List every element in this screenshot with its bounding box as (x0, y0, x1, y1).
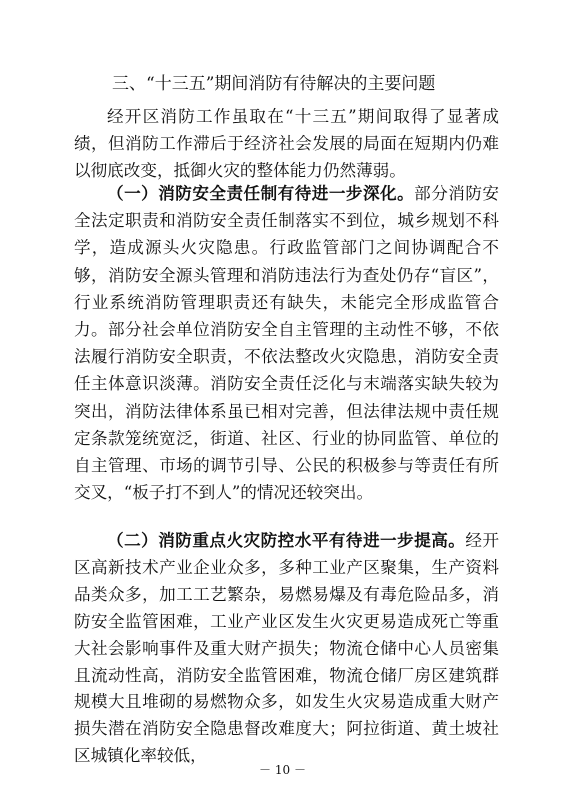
paragraph-intro (74, 103, 499, 185)
paragraph-fire-prevention-heading: （二）消防重点火灾防控水平有待进一步提高。 (107, 530, 466, 550)
paragraph-responsibility (74, 180, 499, 506)
paragraph-intro-text: 经开区消防工作虽取在“十三五”期间取得了显著成绩，但消防工作滞后于经济社会发展的局面在短期内仍难以彻底改变，抵御火灾的整体能力仍然薄弱。 (74, 107, 499, 181)
paragraph-fire-prevention-text: 经开区高新技术产业企业众多，多种工业产区聚集，生产资料品类众多，加工工艺繁杂，易燃易爆及有毒危险品多，消防安全监管困难，工业产业区发生火灾更易造成死亡等重大社会影响事件及重大财产损失；物流仓储中心人员密集且流动性高，消防安全监管困难，物流仓储厂房区建筑群规模大且堆砌的易燃物众多，如发生火灾易造成重大财产损失潜在消防安全隐患督改难度大；阿拉街道、黄土坡社区城镇化率较低， (74, 531, 500, 766)
paragraph-responsibility-text: 部分消防安全法定职责和消防安全责任制落实不到位，城乡规划不科学，造成源头火灾隐患。行政监管部门之间协调配合不够，消防安全源头管理和消防违法行为查处仍存“盲区”，行业系统消防管理职责还有缺失，未能完全形成监管合力。部分社会单位消防安全自主管理的主动性不够，不依法履行消防安全职责，不依法整改火灾隐患，消防安全责任主体意识淡薄。消防安全责任泛化与末端落实缺失较为突出，消防法律体系虽已相对完善，但法律法规中责任规定条款笼统宽泛，街道、社区、行业的协同监管、单位的自主管理、市场的调节引导、公民的积极参与等责任有所交叉，“板子打不到人”的情况还较突出。 (74, 184, 500, 503)
paragraph-responsibility-heading: （一）消防安全责任制有待进一步深化。 (107, 183, 415, 203)
section-heading: 三、“十三五”期间消防有待解决的主要问题 (112, 74, 436, 94)
page-number: － 10 － (259, 763, 306, 777)
paragraph-fire-prevention (74, 527, 499, 770)
